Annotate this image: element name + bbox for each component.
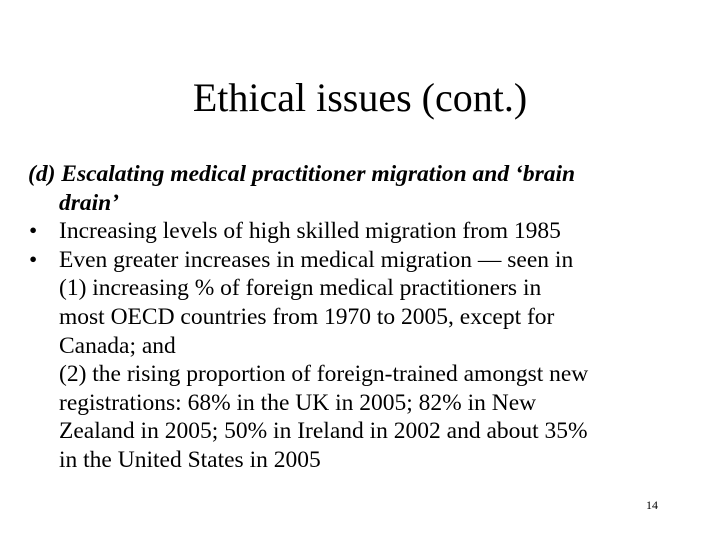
paragraph-line: (2) the rising proportion of foreign-trained amongst new (59, 361, 589, 388)
paragraph-line: registrations: 68% in the UK in 2005; 82% in New (59, 389, 537, 416)
bullet-marker: • (29, 246, 38, 273)
paragraph-line: in the United States in 2005 (59, 446, 321, 473)
slide-title: Ethical issues (cont.) (192, 75, 528, 120)
continuation-paragraph (28, 360, 708, 474)
bullet-text: most OECD countries from 1970 to 2005, except for (59, 303, 555, 330)
bullet-marker: • (29, 218, 38, 245)
bullet-text: (1) increasing % of foreign medical practitioners in (59, 275, 542, 302)
subheading-line: drain’ (59, 189, 120, 216)
subheading (28, 160, 708, 217)
bullet-item (28, 246, 708, 360)
slide-number: 14 (646, 498, 658, 512)
slide-body (28, 160, 708, 475)
paragraph-line: Zealand in 2005; 50% in Ireland in 2002 and about 35% (59, 418, 588, 445)
bullet-text: Canada; and (59, 332, 176, 359)
bullet-text: Increasing levels of high skilled migration from 1985 (59, 218, 561, 245)
subheading-line: (d) Escalating medical practitioner migration and ‘brain (28, 161, 576, 187)
bullet-text: Even greater increases in medical migration — seen in (59, 246, 574, 273)
bullet-item (28, 217, 708, 246)
